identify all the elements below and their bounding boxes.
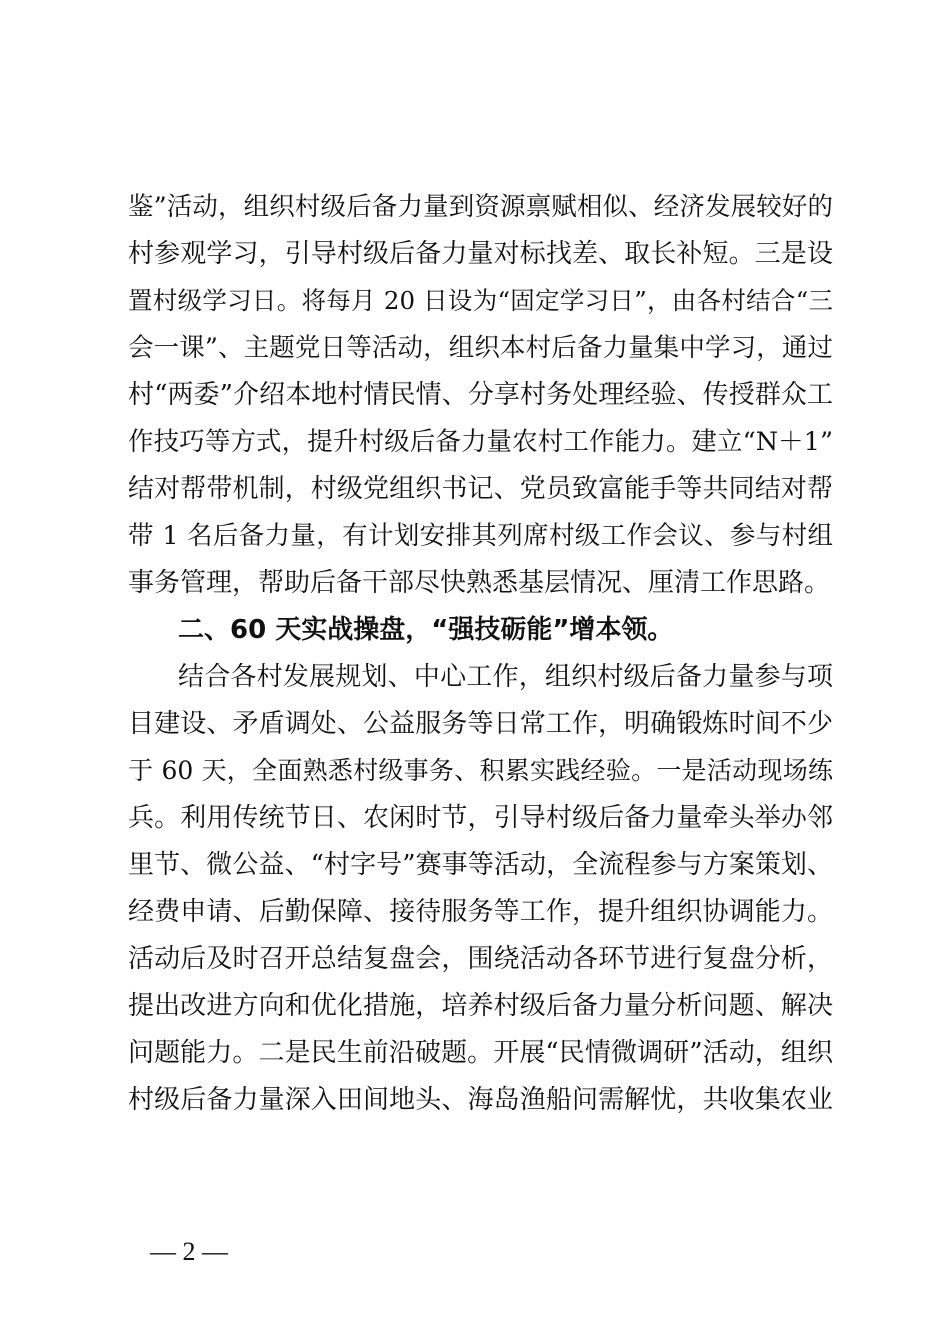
paragraph-line: 经费申请、后勤保障、接待服务等工作，提升组织协调能力。 [128, 897, 833, 927]
section-heading: 二、60 天实战操盘，“强技砺能”增本领。 [178, 615, 674, 645]
paragraph-line: 提出改进方向和优化措施，培养村级后备力量分析问题、解决 [128, 991, 833, 1021]
paragraph-line: 作技巧等方式，提升村级后备力量农村工作能力。建立“N＋1” [128, 427, 833, 457]
paragraph-line: 事务管理，帮助后备干部尽快熟悉基层情况、厘清工作思路。 [128, 568, 831, 598]
paragraph-line: 兵。利用传统节日、农闲时节，引导村级后备力量牵头举办邻 [128, 803, 833, 833]
paragraph-line: 鉴”活动，组织村级后备力量到资源禀赋相似、经济发展较好的 [128, 192, 833, 222]
paragraph-line: 结合各村发展规划、中心工作，组织村级后备力量参与项 [178, 662, 833, 692]
paragraph-line: 置村级学习日。将每月 20 日设为“固定学习日”，由各村结合“三 [128, 286, 833, 315]
paragraph-line: 村级后备力量深入田间地头、海岛渔船问需解忧，共收集农业 [128, 1085, 833, 1115]
paragraph-line: 会一课”、主题党日等活动，组织本村后备力量集中学习，通过 [128, 333, 833, 363]
paragraph-line: 活动后及时召开总结复盘会，围绕活动各环节进行复盘分析， [128, 944, 833, 974]
paragraph-line: 村“两委”介绍本地村情民情、分享村务处理经验、传授群众工 [128, 380, 833, 410]
paragraph-line: 目建设、矛盾调处、公益服务等日常工作，明确锻炼时间不少 [128, 709, 833, 739]
page-number: — 2 — [150, 1237, 228, 1266]
paragraph-line: 带 1 名后备力量，有计划安排其列席村级工作会议、参与村组 [128, 521, 833, 551]
paragraph-line: 里节、微公益、“村字号”赛事等活动，全流程参与方案策划、 [128, 850, 833, 880]
paragraph-line: 村参观学习，引导村级后备力量对标找差、取长补短。三是设 [128, 239, 833, 269]
paragraph-line: 问题能力。二是民生前沿破题。开展“民情微调研”活动，组织 [128, 1038, 833, 1068]
paragraph-line: 于 60 天，全面熟悉村级事务、积累实践经验。一是活动现场练 [128, 756, 833, 785]
paragraph-line: 结对帮带机制，村级党组织书记、党员致富能手等共同结对帮 [128, 474, 833, 504]
